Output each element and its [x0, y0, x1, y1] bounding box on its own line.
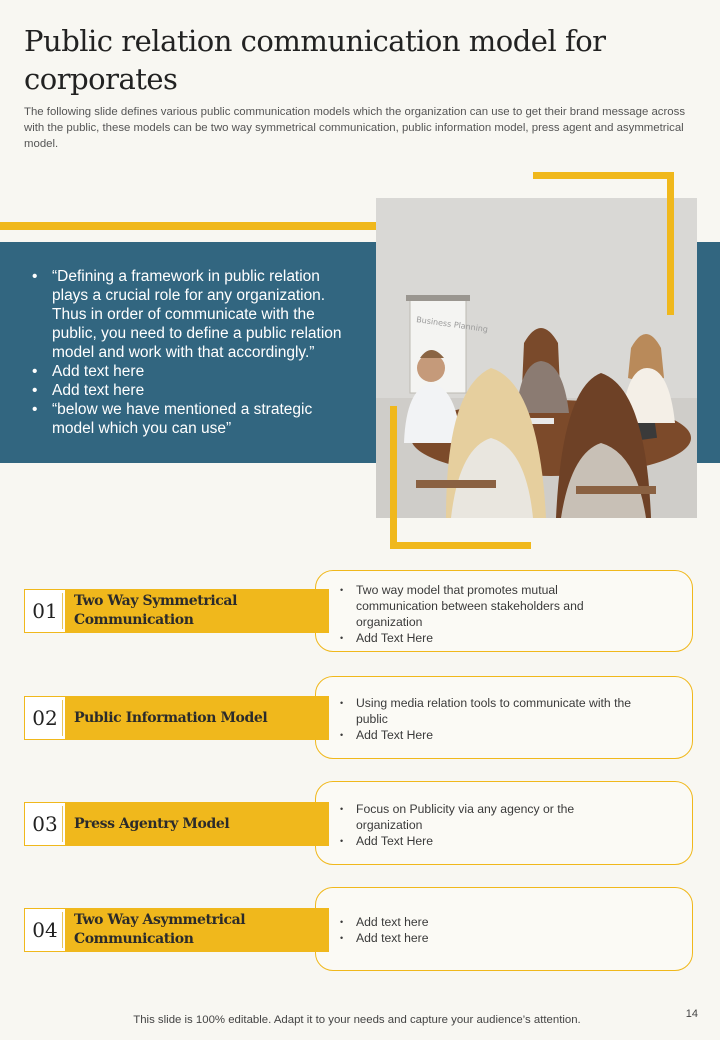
model-point: • Add text here — [340, 915, 429, 929]
bullet-dot: • — [32, 268, 38, 285]
model-point: • Add Text Here — [340, 631, 434, 645]
model-point: • Using media relation tools to communicate with the public — [340, 696, 632, 726]
intro-bullet: • Add text here — [32, 382, 145, 399]
accent-line — [0, 222, 378, 230]
model-description-box — [315, 781, 693, 865]
intro-bullet: • “Defining a framework in public relation plays a crucial role for any organization. Thus in order of communicate with the public, you need to define a public relation model and work with that accordingly.” — [32, 268, 342, 361]
bullet-dot: • — [340, 804, 344, 814]
bullet-dot: • — [340, 698, 344, 708]
page-title: Public relation communication model for corporates — [24, 24, 606, 96]
bullet-dot: • — [340, 730, 344, 740]
model-description-box — [315, 887, 693, 971]
model-point: • Add Text Here — [340, 834, 434, 848]
model-point-list — [340, 695, 640, 743]
bullet-dot: • — [340, 917, 344, 927]
flipchart-text: Business Planning — [415, 315, 489, 335]
model-name: Two Way Symmetrical Communication — [65, 590, 328, 632]
model-point-list — [340, 914, 640, 946]
bullet-dot: • — [340, 633, 344, 643]
bullet-dot: • — [340, 933, 344, 943]
intro-bullet: • “below we have mentioned a strategic model which you can use” — [32, 401, 313, 437]
page-number: 14 — [685, 1008, 698, 1020]
footer-note: This slide is 100% editable. Adapt it to your needs and capture your audience’s attention. — [133, 1014, 581, 1026]
model-label — [24, 696, 329, 740]
page-subtitle: The following slide defines various public communication models which the organization can use to get their brand message across with the public, these models can be two way symmetrical communication, public information model, press agent and asymmetrical model. — [24, 106, 686, 150]
model-number: 02 — [28, 700, 63, 736]
model-name: Public Information Model — [65, 697, 328, 739]
model-point: • Focus on Publicity via any agency or the organization — [340, 802, 575, 832]
model-label — [24, 802, 329, 846]
model-number: 04 — [28, 912, 63, 948]
bullet-dot: • — [340, 585, 344, 595]
model-number: 01 — [28, 593, 63, 629]
model-point: • Add Text Here — [340, 728, 434, 742]
model-name: Two Way Asymmetrical Communication — [65, 909, 328, 951]
model-point-list — [340, 801, 640, 849]
bullet-dot: • — [32, 382, 38, 399]
bullet-dot: • — [32, 363, 38, 380]
model-label — [24, 908, 329, 952]
model-point-list — [340, 582, 640, 646]
decorative-bracket-top-right — [533, 172, 674, 315]
decorative-bracket-bottom-left — [390, 406, 531, 549]
model-label — [24, 589, 329, 633]
model-point: • Two way model that promotes mutual communication between stakeholders and organization — [340, 583, 584, 629]
model-description-box — [315, 676, 693, 759]
model-name: Press Agentry Model — [65, 803, 328, 845]
model-point: • Add text here — [340, 931, 429, 945]
intro-bullet: • Add text here — [32, 363, 145, 380]
intro-bullet-list — [32, 267, 357, 438]
bullet-dot: • — [32, 401, 38, 418]
bullet-dot: • — [340, 836, 344, 846]
model-number: 03 — [28, 806, 63, 842]
model-description-box — [315, 570, 693, 652]
